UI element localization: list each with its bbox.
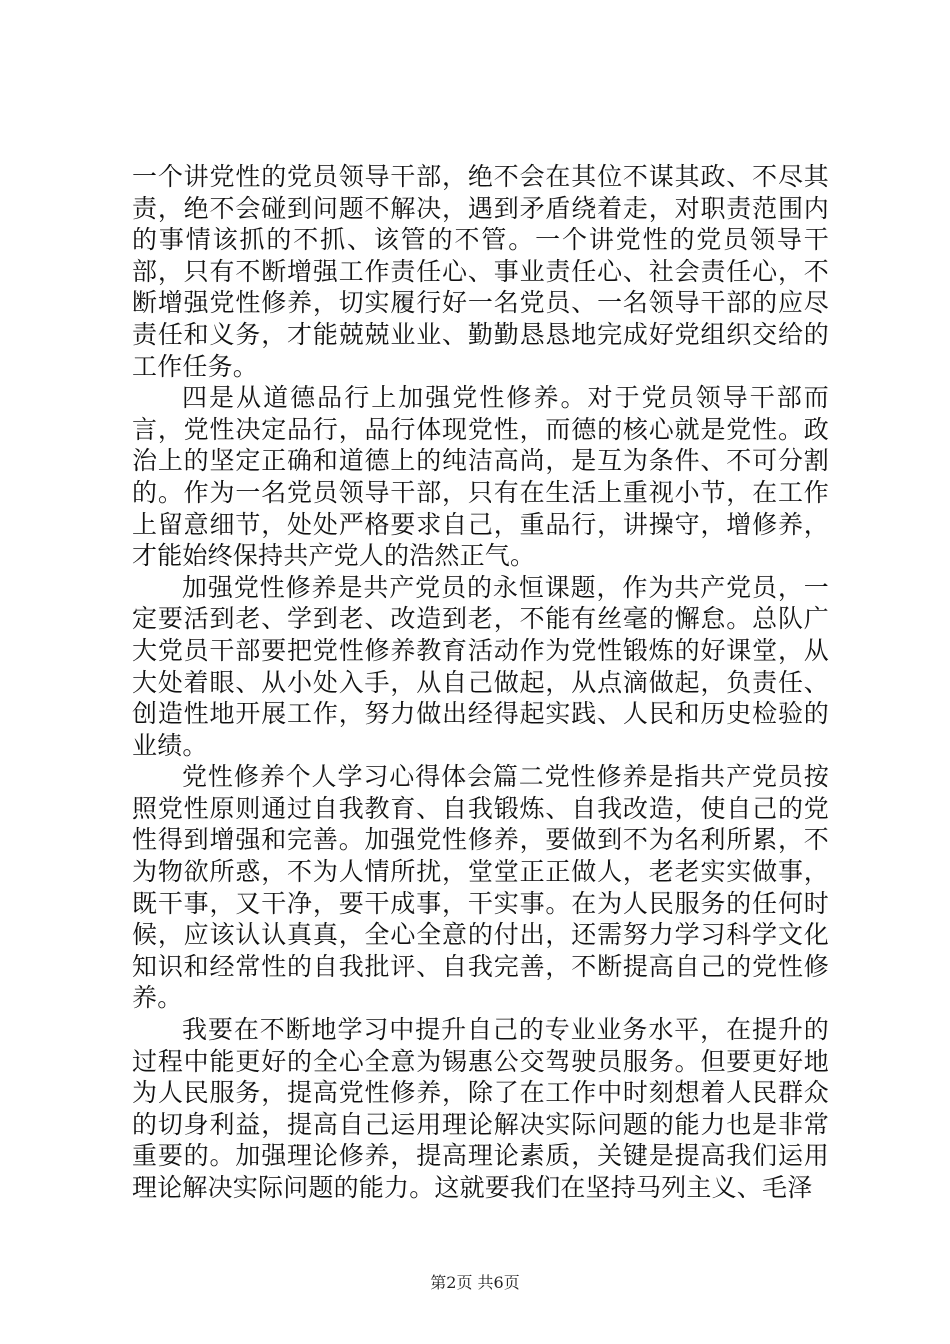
- body-text: [132, 161, 829, 1204]
- paragraph-2: 四是从道德品行上加强党性修养。对于党员领导干部而言，党性决定品行，品行体现党性，而德的核心就是党性。政治上的坚定正确和道德上的纯洁高尚，是互为条件、不可分割的。作为一名党员领导干部，只有在生活上重视小节，在工作上留意细节，处处严格要求自己，重品行，讲操守，增修养，才能始终保持共产党人的浩然正气。: [132, 383, 829, 571]
- paragraph-1: 一个讲党性的党员领导干部，绝不会在其位不谋其政、不尽其责，绝不会碰到问题不解决，遇到矛盾绕着走，对职责范围内的事情该抓的不抓、该管的不管。一个讲党性的党员领导干部，只有不断增强工作责任心、事业责任心、社会责任心，不断增强党性修养，切实履行好一名党员、一名领导干部的应尽责任和义务，才能兢兢业业、勤勤恳恳地完成好党组织交给的工作任务。: [132, 162, 829, 381]
- page-footer: 第2页 共6页: [430, 1273, 520, 1292]
- paragraph-4: 党性修养个人学习心得体会篇二党性修养是指共产党员按照党性原则通过自我教育、自我锻炼、自我改造，使自己的党性得到增强和完善。加强党性修养，要做到不为名利所累，不为物欲所惑，不为人情所扰，堂堂正正做人，老老实实做事，既干事，又干净，要干成事，干实事。在为人民服务的任何时候，应该认认真真，全心全意的付出，还需努力学习科学文化知识和经常性的自我批评、自我完善，不断提高自己的党性修养。: [132, 762, 829, 1013]
- paragraph-3: 加强党性修养是共产党员的永恒课题，作为共产党员，一定要活到老、学到老、改造到老，不能有丝毫的懈怠。总队广大党员干部要把党性修养教育活动作为党性锻炼的好课堂，从大处着眼、从小处入手，从自己做起，从点滴做起，负责任、创造性地开展工作，努力做出经得起实践、人民和历史检验的业绩。: [132, 572, 829, 760]
- paragraph-5: 我要在不断地学习中提升自己的专业业务水平，在提升的过程中能更好的全心全意为锡惠公交驾驶员服务。但要更好地为人民服务，提高党性修养，除了在工作中时刻想着人民群众的切身利益，提高自己运用理论解决实际问题的能力也是非常重要的。加强理论修养，提高理论素质，关键是提高我们运用理论解决实际问题的能力。这就要我们在坚持马列主义、毛泽: [132, 1015, 829, 1202]
